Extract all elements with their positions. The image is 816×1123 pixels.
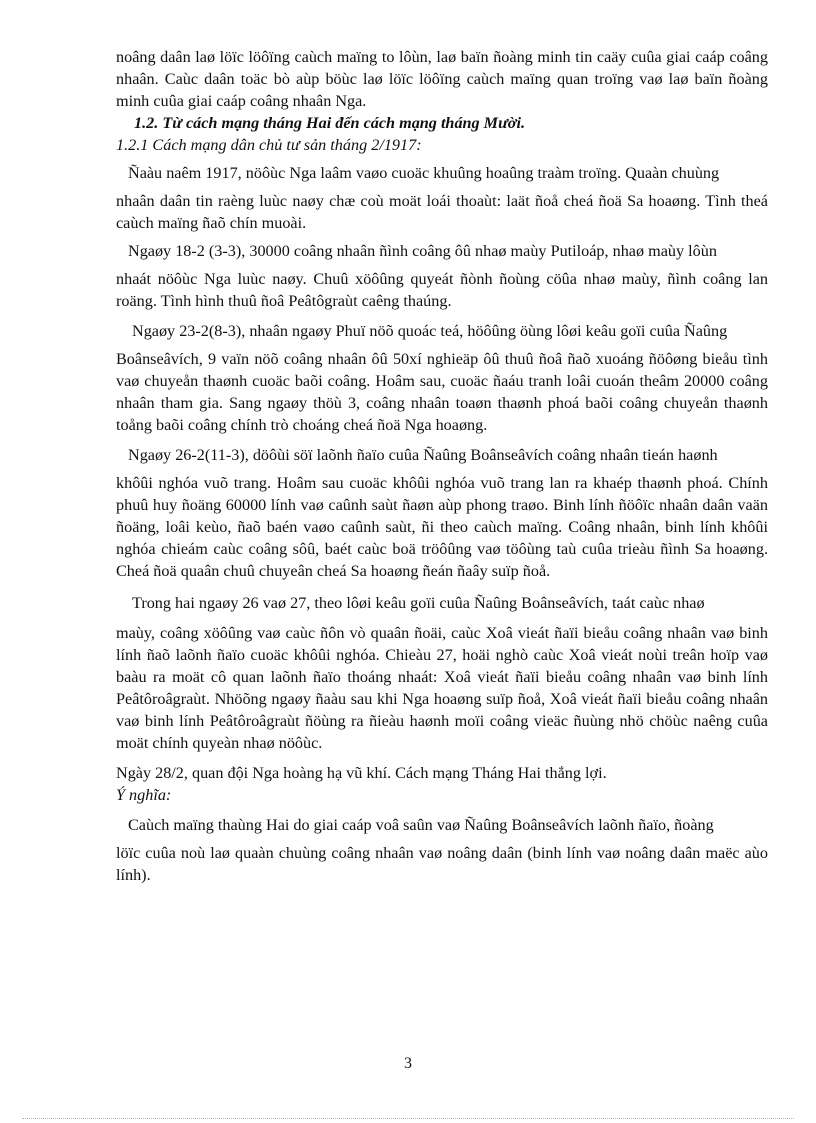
paragraph-18-2-rest: nhaát nöôùc Nga luùc naøy. Chuû xöôûng quyeát ñònh ñoùng cöûa nhaø maùy, ñình coâng lan roäng. Tình hình thuû ñoâ Peâtôgraùt caêng thaúng.: [116, 270, 768, 310]
paragraph-1917-rest: nhaân daân tin raèng luùc naøy chæ coù moät loái thoaùt: laät ñoå cheá ñoä Sa hoaøng. Tình theá caùch maïng ñaõ chín muoài.: [116, 192, 768, 232]
paragraph-26-2-rest: khôûi nghóa vuõ trang. Hoâm sau cuoäc khôûi nghóa vuõ trang lan ra khaép thaønh phoá. Chính phuû huy ñoäng 60000 lính vaø caûnh saùt ñaøn aùp phong traøo. Binh lính ñöôïc nhaân daân vaän ñoäng, loâi keùo, ñaõ baén vaøo caûnh saùt, ñi theo caùch maïng. Coâng nhaân, binh lính khôûi nghóa chieám caùc coâng sôû, baét caùc boä tröôûng vaø töôùng taù cuûa trieàu ñình Sa hoaøng. Cheá ñoä quaân chuû chuyeân cheá Sa hoaøng ñeán ñaây suïp ñoå.: [116, 474, 768, 580]
paragraph-23-2-rest: Boânseâvích, 9 vaïn nöõ coâng nhaân ôû 50xí nghieäp ôû thuû ñoâ ñaõ xuoáng ñöôøng bieåu tình vaø chuyeån thaønh cuoäc baõi coâng. Hoâm sau, cuoäc ñaáu tranh loâi cuoán theâm 20000 coâng nhaân tham gia. Sang ngaøy thöù 3, coâng nhaân toaøn thaønh phoá baõi coâng chuyeån thaønh toång baõi coâng chính trò choáng cheá ñoä Nga hoaøng.: [116, 350, 768, 434]
paragraph-meaning-first-line: Caùch maïng thaùng Hai do giai caáp voâ saûn vaø Ñaûng Boânseâvích laõnh ñaïo, ñoàng: [128, 816, 714, 834]
paragraph-26-27-rest: maùy, coâng xöôûng vaø caùc ñôn vò quaân ñoäi, caùc Xoâ vieát ñaïi bieåu coâng nhaân vaø binh lính ñaõ laõnh ñaïo cuoäc khôûi nghóa. Chieàu 27, hoäi nghò caùc Xoâ vieát noùi treân hoïp vaø baàu ra moät cô quan laõnh ñaïo thoáng nhaát: Xoâ vieát ñaïi bieåu coâng nhaân vaø binh lính Peâtôroâgraùt. Nhöõng ngaøy ñaàu sau khi Nga hoaøng suïp ñoå, Xoâ vieát ñaïi bieåu coâng nhaân vaø binh lính Peâtôroâgraùt ñöùng ra ñieàu haønh moïi coâng vieäc ñuùng nhö chöùc naêng cuûa moät chính quyeàn nhaø nöôùc.: [116, 624, 768, 752]
page-bottom-divider: [22, 1118, 794, 1119]
page-number: 3: [404, 1055, 412, 1072]
paragraph-18-2-first-line: Ngaøy 18-2 (3-3), 30000 coâng nhaân ñình coâng ôû nhaø maùy Putiloáp, nhaø maùy lôùn: [128, 242, 717, 260]
paragraph-26-27-first-line: Trong hai ngaøy 26 vaø 27, theo lôøi keâu goïi cuûa Ñaûng Boânseâvích, taát caùc nhaø: [132, 594, 705, 612]
paragraph-intro: noâng daân laø löïc löôïng caùch maïng to lôùn, laø baïn ñoàng minh tin caäy cuûa giai caáp coâng nhaân. Caùc daân toäc bò aùp böùc laø löïc löôïng caùch maïng quan troïng vaø laø baïn ñoàng minh cuûa giai caáp coâng nhaân Nga.: [116, 48, 768, 110]
paragraph-1917-first-line: Ñaàu naêm 1917, nöôùc Nga laâm vaøo cuoäc khuûng hoaûng traàm troïng. Quaàn chuùng: [128, 164, 720, 182]
paragraph-23-2-first-line: Ngaøy 23-2(8-3), nhaân ngaøy Phuï nöõ quoác teá, höôûng öùng lôøi keâu goïi cuûa Ñaûng: [132, 322, 728, 340]
page-content: [116, 46, 768, 886]
meaning-label: Ý nghĩa:: [116, 786, 172, 804]
paragraph-meaning-rest: löïc cuûa noù laø quaàn chuùng coâng nhaân vaø noâng daân (binh lính vaø noâng daân maëc aùo lính).: [116, 844, 768, 884]
subsection-heading: 1.2.1 Cách mạng dân chủ tư sản tháng 2/1917:: [116, 136, 422, 154]
paragraph-28-2: Ngày 28/2, quan đội Nga hoàng hạ vũ khí. Cách mạng Tháng Hai thắng lợi.: [116, 764, 607, 782]
section-heading: 1.2. Từ cách mạng tháng Hai đến cách mạng tháng Mười.: [134, 114, 525, 132]
paragraph-26-2-first-line: Ngaøy 26-2(11-3), döôùi söï laõnh ñaïo cuûa Ñaûng Boânseâvích coâng nhaân tieán haønh: [128, 446, 718, 464]
